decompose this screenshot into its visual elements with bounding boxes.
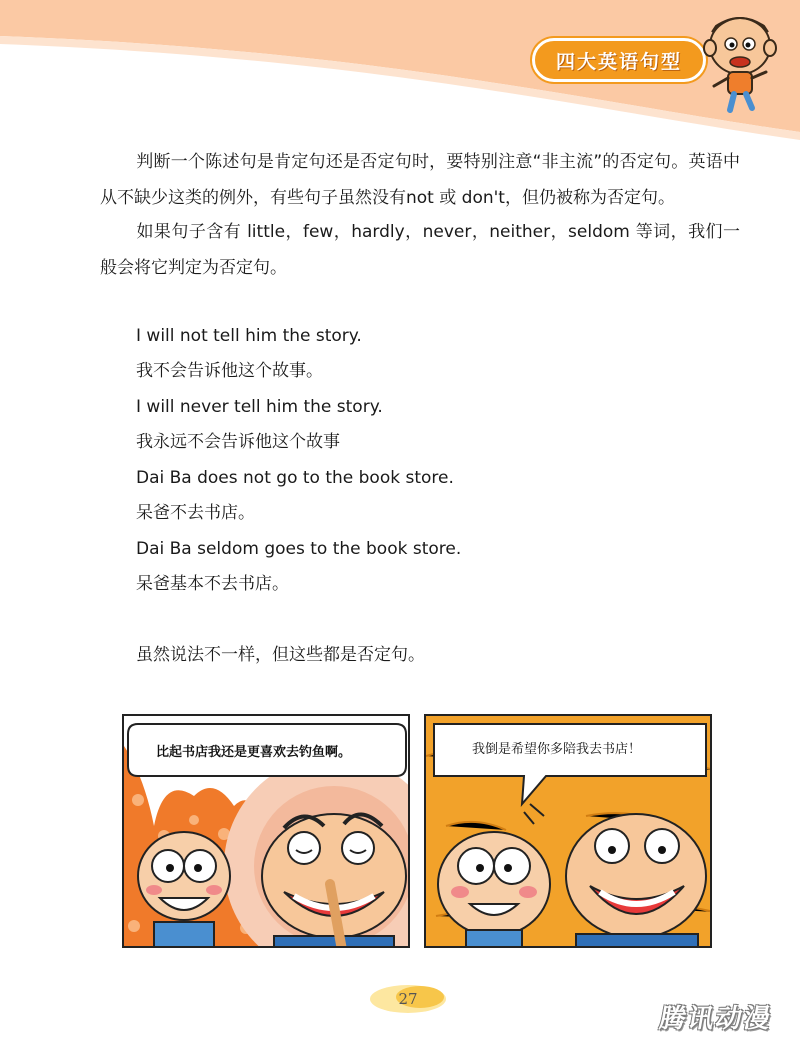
page-number-badge [368, 982, 448, 1016]
watermark-logo: 腾讯动漫 [657, 1004, 775, 1034]
paragraph-2 [100, 214, 740, 286]
paragraph-1 [100, 144, 740, 216]
example-line: I will not tell him the story. [136, 326, 362, 346]
conclusion-text: 虽然说法不一样，但这些都是否定句。 [136, 645, 425, 665]
paragraph-1-text: 判断一个陈述句是肯定句还是否定句时，要特别注意“非主流”的否定句。英语中从不缺少这类的例外，有些句子虽然没有not 或 don't，但仍被称为否定句。 [100, 152, 740, 208]
example-line: 呆爸不去书店。 [136, 503, 255, 523]
speech-bubble-1: 比起书店我还是更喜欢去钓鱼啊。 [156, 745, 352, 760]
example-line: I will never tell him the story. [136, 397, 383, 417]
page-number: 27 [398, 990, 418, 1008]
section-tag: 四大英语句型 [532, 38, 706, 82]
mascot-icon [694, 6, 786, 114]
paragraph-2-text: 如果句子含有 little，few，hardly，never，neither，seldom 等词，我们一般会将它判定为否定句。 [100, 222, 740, 278]
speech-bubble-2: 我倒是希望你多陪我去书店！ [472, 742, 642, 757]
example-line: 我永远不会告诉他这个故事 [136, 432, 340, 452]
example-line: Dai Ba seldom goes to the book store. [136, 539, 462, 559]
example-line: 我不会告诉他这个故事。 [136, 361, 323, 381]
comic-panel-1 [122, 714, 410, 948]
example-line: 呆爸基本不去书店。 [136, 574, 289, 594]
example-line: Dai Ba does not go to the book store. [136, 468, 454, 488]
comic-panel-2 [424, 714, 712, 948]
